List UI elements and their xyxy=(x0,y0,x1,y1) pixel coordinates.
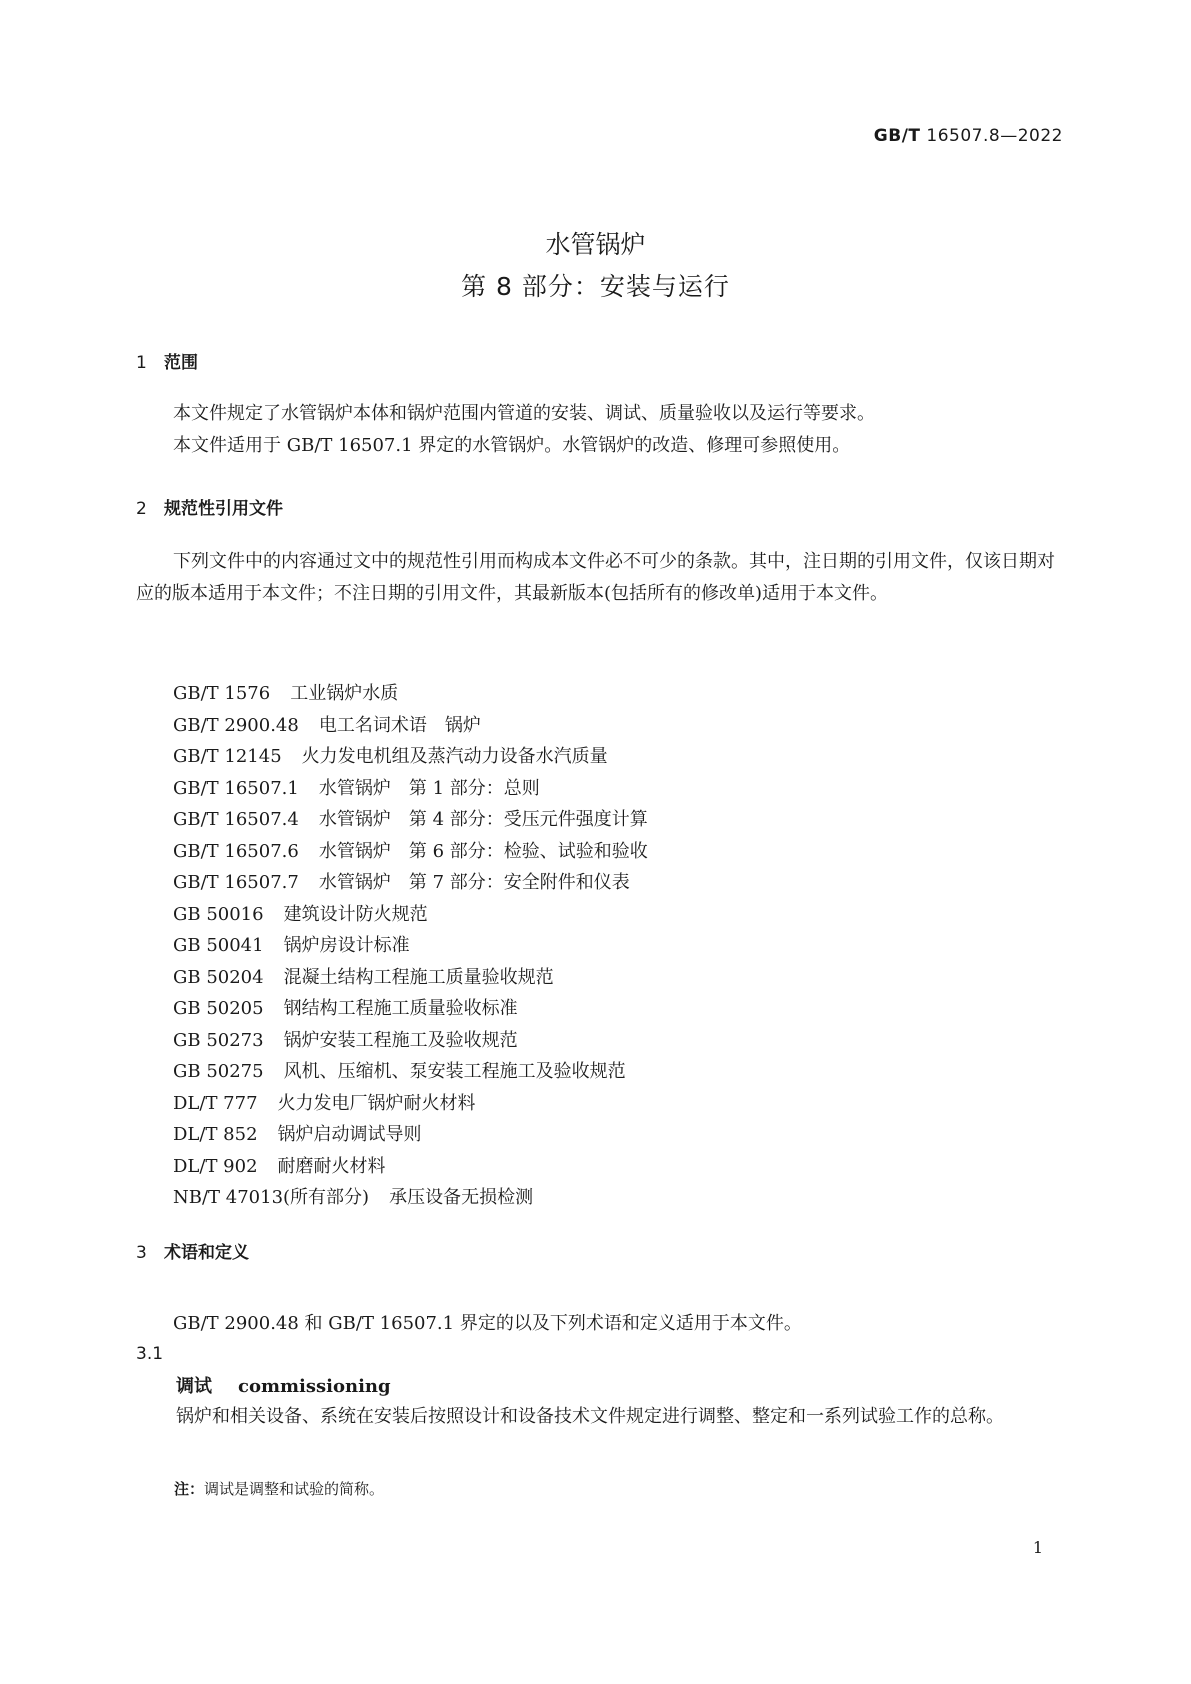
section-title: 规范性引用文件 xyxy=(164,499,283,519)
paragraph: 本文件规定了水管锅炉本体和锅炉范围内管道的安装、调试、质量验收以及运行等要求。 xyxy=(173,403,875,424)
title-sub: 第 8 部分：安装与运行 xyxy=(461,272,730,301)
reference-code: GB/T 16507.1 xyxy=(173,777,299,799)
reference-item xyxy=(173,804,648,836)
reference-title: 耐磨耐火材料 xyxy=(277,1155,386,1177)
term-zh: 调试 xyxy=(176,1376,212,1397)
standard-code xyxy=(874,126,1063,146)
reference-title: 锅炉安装工程施工及验收规范 xyxy=(283,1029,518,1051)
reference-title: 钢结构工程施工质量验收标准 xyxy=(283,998,518,1019)
reference-item xyxy=(173,773,648,805)
reference-title: 锅炉启动调试导则 xyxy=(277,1124,422,1145)
section-number: 2 xyxy=(136,499,147,519)
reference-title: 水管锅炉 第 6 部分：检验、试验和验收 xyxy=(318,840,648,862)
reference-code: GB/T 1576 xyxy=(173,683,271,704)
reference-item xyxy=(173,1182,648,1214)
reference-title: 建筑设计防火规范 xyxy=(283,903,428,925)
title-main: 水管锅炉 xyxy=(545,230,646,259)
section-1-body xyxy=(136,398,1056,462)
section-1-heading xyxy=(136,348,198,373)
section-3-body xyxy=(136,1308,1056,1340)
reference-item xyxy=(173,710,648,742)
reference-item xyxy=(173,1119,648,1151)
section-2-body xyxy=(136,546,1056,610)
reference-code: GB/T 12145 xyxy=(173,746,282,767)
reference-item xyxy=(173,993,648,1025)
reference-code: DL/T 852 xyxy=(173,1124,258,1145)
reference-item xyxy=(173,678,648,710)
reference-title: 锅炉房设计标准 xyxy=(283,935,410,956)
paragraph: 本文件适用于 GB/T 16507.1 界定的水管锅炉。水管锅炉的改造、修理可参照使用。 xyxy=(173,435,851,456)
reference-item xyxy=(173,1025,648,1057)
reference-item xyxy=(173,962,648,994)
reference-title: 水管锅炉 第 1 部分：总则 xyxy=(318,777,540,799)
reference-item xyxy=(173,1056,648,1088)
reference-item xyxy=(173,1151,648,1183)
reference-title: 工业锅炉水质 xyxy=(290,683,399,704)
reference-code: GB/T 16507.6 xyxy=(173,840,299,862)
reference-code: GB 50041 xyxy=(173,935,264,956)
reference-item xyxy=(173,930,648,962)
reference-title: 火力发电厂锅炉耐火材料 xyxy=(277,1092,476,1114)
term-definition xyxy=(136,1400,1056,1434)
section-number: 3 xyxy=(136,1243,147,1263)
note-text: 调试是调整和试验的简称。 xyxy=(204,1480,385,1498)
reference-item xyxy=(173,899,648,931)
reference-code: GB 50016 xyxy=(173,903,264,925)
reference-title: 水管锅炉 第 7 部分：安全附件和仪表 xyxy=(318,872,630,893)
page-number: 1 xyxy=(1032,1538,1043,1557)
paragraph: GB/T 2900.48 和 GB/T 16507.1 界定的以及下列术语和定义适用于本文件。 xyxy=(173,1313,802,1334)
reference-title: 风机、压缩机、泵安装工程施工及验收规范 xyxy=(283,1061,626,1082)
paragraph: 下列文件中的内容通过文中的规范性引用而构成本文件必不可少的条款。其中，注日期的引用文件，仅该日期对应的版本适用于本文件；不注日期的引用文件，其最新版本(包括所有的修改单)适用于本文件。 xyxy=(136,551,1055,604)
reference-code: GB 50275 xyxy=(173,1061,264,1082)
reference-code: GB 50205 xyxy=(173,998,264,1019)
reference-code: DL/T 902 xyxy=(173,1155,258,1177)
note-label: 注： xyxy=(174,1480,205,1498)
reference-title: 水管锅炉 第 4 部分：受压元件强度计算 xyxy=(318,809,648,830)
section-title: 术语和定义 xyxy=(164,1243,249,1263)
section-number: 1 xyxy=(136,353,147,373)
reference-code: GB/T 2900.48 xyxy=(173,714,299,736)
reference-item xyxy=(173,867,648,899)
reference-list xyxy=(173,678,648,1214)
term-number: 3.1 xyxy=(136,1344,164,1364)
reference-title: 混凝土结构工程施工质量验收规范 xyxy=(283,966,554,988)
standard-number: 16507.8—2022 xyxy=(926,126,1063,146)
reference-code: NB/T 47013(所有部分) xyxy=(173,1187,370,1208)
reference-code: GB/T 16507.7 xyxy=(173,872,299,893)
section-3-heading xyxy=(136,1238,249,1263)
reference-code: DL/T 777 xyxy=(173,1092,258,1114)
reference-title: 承压设备无损检测 xyxy=(389,1187,534,1208)
section-2-heading xyxy=(136,494,283,519)
reference-item xyxy=(173,836,648,868)
reference-code: GB/T 16507.4 xyxy=(173,809,299,830)
reference-code: GB 50273 xyxy=(173,1029,264,1051)
reference-item xyxy=(173,741,648,773)
term-en: commissioning xyxy=(238,1376,391,1397)
document-title xyxy=(0,226,1191,310)
reference-code: GB 50204 xyxy=(173,966,264,988)
reference-item xyxy=(173,1088,648,1120)
section-title: 范围 xyxy=(164,353,198,373)
definition-text: 锅炉和相关设备、系统在安装后按照设计和设备技术文件规定进行调整、整定和一系列试验工作的总称。 xyxy=(176,1406,1004,1427)
reference-title: 电工名词术语 锅炉 xyxy=(318,714,481,736)
standard-prefix: GB/T xyxy=(873,126,921,146)
reference-title: 火力发电机组及蒸汽动力设备水汽质量 xyxy=(301,746,608,767)
term-heading xyxy=(176,1372,391,1398)
term-note xyxy=(174,1478,384,1499)
